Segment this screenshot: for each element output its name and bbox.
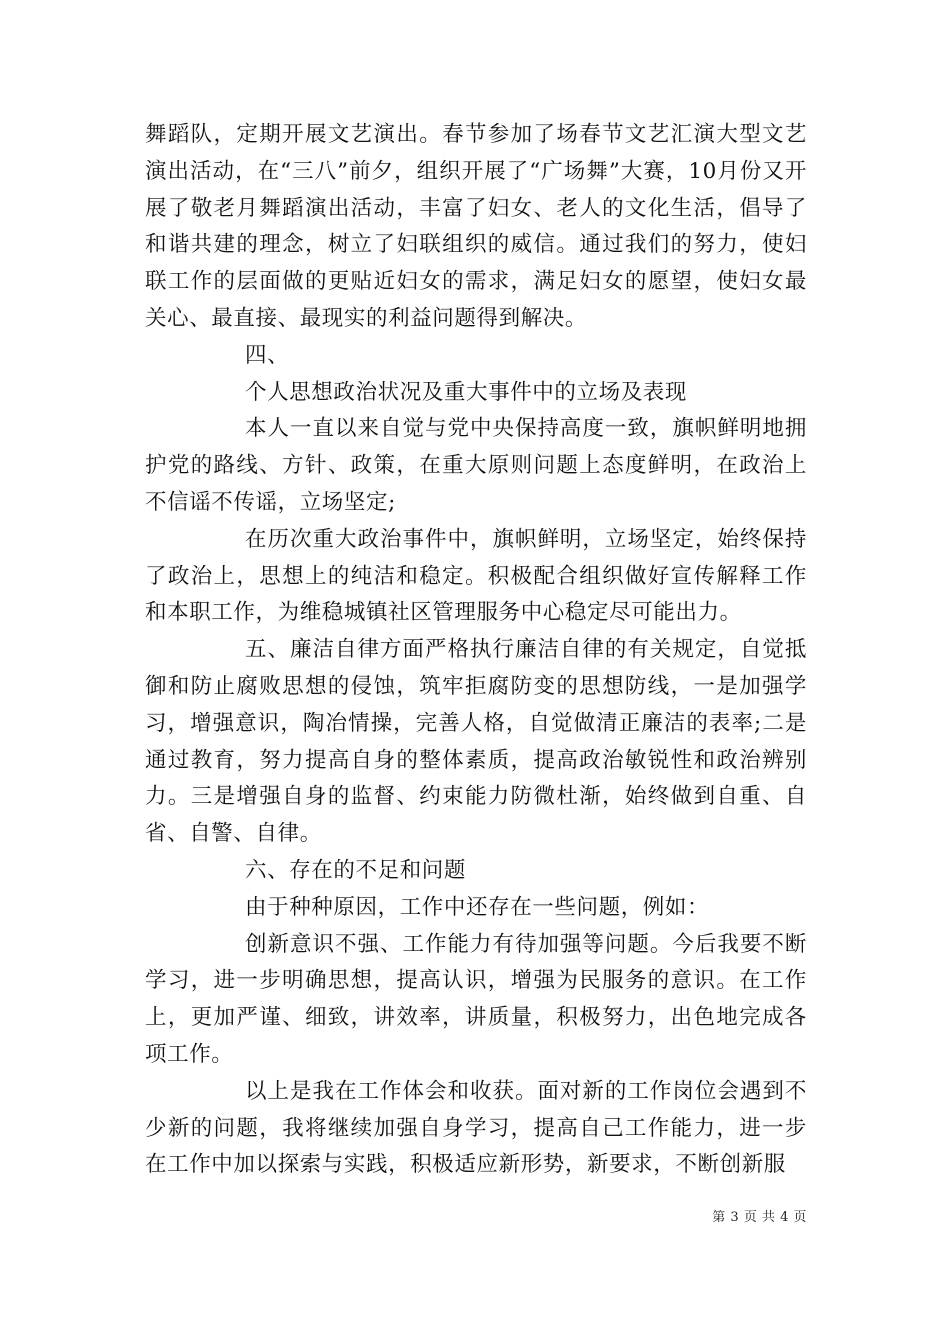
paragraph-1: 舞蹈队，定期开展文艺演出。春节参加了场春节文艺汇演大型文艺演出活动，在“三八”前夕，组织开展了“广场舞”大赛，10月份又开展了敬老月舞蹈演出活动，丰富了妇女、老人的文化生活，倡导了和谐共建的理念，树立了妇联组织的威信。通过我们的努力，使妇联工作的层面做的更贴近妇女的需求，满足妇女的愿望，使妇女最关心、最直接、最现实的利益问题得到解决。 <box>145 122 807 331</box>
section-4-heading: 个人思想政治状况及重大事件中的立场及表现 <box>245 379 688 405</box>
page-number-footer: 第 3 页 共 4 页 <box>712 1210 807 1225</box>
paragraph-political-stance: 本人一直以来自觉与党中央保持高度一致，旗帜鲜明地拥护党的路线、方针、政策，在重大原则问题上态度鲜明，在政治上不信谣不传谣，立场坚定; <box>145 416 807 515</box>
paragraph-problems-intro: 由于种种原因，工作中还存在一些问题，例如： <box>245 894 710 920</box>
paragraph-improvements: 创新意识不强、工作能力有待加强等问题。今后我要不断学习，进一步明确思想，提高认识，增强为民服务的意识。在工作上，更加严谨、细致，讲效率，讲质量，积极努力，出色地完成各项工作。 <box>145 931 807 1067</box>
paragraph-conclusion: 以上是我在工作体会和收获。面对新的工作岗位会遇到不少新的问题，我将继续加强自身学习，提高自己工作能力，进一步在工作中加以探索与实践，积极适应新形势，新要求，不断创新服 <box>145 1078 807 1178</box>
section-6-heading: 六、存在的不足和问题 <box>245 857 467 883</box>
document-body <box>145 117 807 1184</box>
paragraph-integrity: 五、廉洁自律方面严格执行廉洁自律的有关规定，自觉抵御和防止腐败思想的侵蚀，筑牢拒腐防变的思想防线，一是加强学习，增强意识，陶冶情操，完善人格，自觉做清正廉洁的表率;二是通过教育，努力提高自身的整体素质，提高政治敏锐性和政治辨别力。三是增强自身的监督、约束能力防微杜渐，始终做到自重、自省、自警、自律。 <box>145 637 807 847</box>
section-4-number: 四、 <box>245 342 290 368</box>
paragraph-political-events: 在历次重大政治事件中，旗帜鲜明，立场坚定，始终保持了政治上，思想上的纯洁和稳定。积极配合组织做好宣传解释工作和本职工作，为维稳城镇社区管理服务中心稳定尽可能出力。 <box>145 526 807 626</box>
